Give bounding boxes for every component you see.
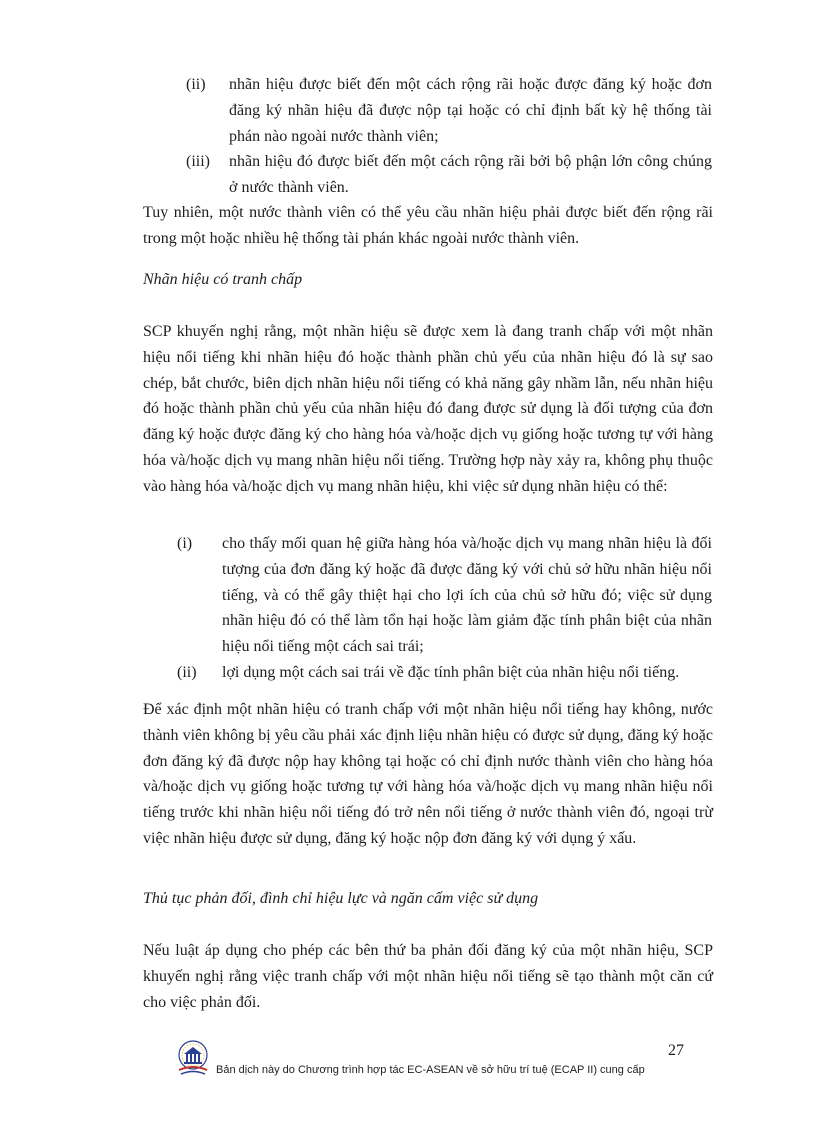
page-number: 27 [668, 1042, 684, 1059]
list-item-text: nhãn hiệu đó được biết đến một cách rộng rãi bởi bộ phận lớn công chúng ở nước thành viên. [229, 153, 712, 196]
list-item-text: cho thấy mối quan hệ giữa hàng hóa và/hoặc dịch vụ mang nhãn hiệu là đối tượng của đơn đăng ký hoặc đã được đăng ký với chủ sở hữu nhãn hiệu nổi tiếng, và có thể gây thiệt hại cho lợi ích của chủ sở hữu đó; việc sử dụng nhãn hiệu đó có thể làm tổn hại hoặc làm giảm đặc tính phân biệt của nhãn hiệu nổi tiếng một cách sai trái; [222, 535, 712, 656]
list-item-text: nhãn hiệu được biết đến một cách rộng rãi hoặc được đăng ký hoặc đơn đăng ký nhãn hiệu đã được nộp tại hoặc có chỉ định bất kỳ hệ thống tài phán nào ngoài nước thành viên; [229, 76, 712, 145]
paragraph: Để xác định một nhãn hiệu có tranh chấp với một nhãn hiệu nổi tiếng hay không, nước thành viên không bị yêu cầu phải xác định liệu nhãn hiệu có được sử dụng, đăng ký hoặc đơn đăng ký đã được nộp hay không tại hoặc có chỉ định nước thành viên cho hàng hóa và/hoặc dịch vụ giống hoặc tương tự với hàng hóa và/hoặc dịch vụ mang nhãn hiệu nổi tiếng trước khi nhãn hiệu nổi tiếng đó trở nên nổi tiếng ở nước thành viên đó, ngoại trừ việc nhãn hiệu được sử dụng, đăng ký hoặc nộp đơn đăng ký với dụng ý xấu. [143, 701, 713, 847]
paragraph: Tuy nhiên, một nước thành viên có thể yêu cầu nhãn hiệu phải được biết đến rộng rãi trong một hoặc nhiều hệ thống tài phán khác ngoài nước thành viên. [143, 204, 713, 247]
footer-note: Bản dịch này do Chương trình hợp tác EC-ASEAN về sở hữu trí tuệ (ECAP II) cung cấp [216, 1064, 645, 1076]
paragraph: SCP khuyến nghị rằng, một nhãn hiệu sẽ được xem là đang tranh chấp với một nhãn hiệu nổi tiếng khi nhãn hiệu đó hoặc thành phần chủ yếu của nhãn hiệu đó là sự sao chép, bắt chước, biên dịch nhãn hiệu nổi tiếng có khả năng gây nhầm lẫn, nếu nhãn hiệu đó hoặc thành phần chủ yếu của nhãn hiệu đó đang được sử dụng là đối tượng của đơn đăng ký hoặc được đăng ký cho hàng hóa và/hoặc dịch vụ giống hoặc tương tự với hàng hóa và/hoặc dịch vụ mang nhãn hiệu nổi tiếng. Trường hợp này xảy ra, không phụ thuộc vào hàng hóa và/hoặc dịch vụ mang nhãn hiệu, khi việc sử dụng nhãn hiệu có thể: [143, 323, 713, 495]
list-item-number: (ii) [186, 76, 206, 93]
ecap-logo-icon [176, 1040, 210, 1078]
list-item-text: lợi dụng một cách sai trái về đặc tính phân biệt của nhãn hiệu nổi tiếng. [222, 664, 680, 681]
section-heading: Nhãn hiệu có tranh chấp [143, 271, 303, 288]
list-item-number: (i) [177, 535, 193, 552]
list-item-number: (iii) [186, 153, 210, 170]
section-heading: Thủ tục phản đối, đình chỉ hiệu lực và ngăn cấm việc sử dụng [143, 890, 539, 907]
paragraph: Nếu luật áp dụng cho phép các bên thứ ba phản đối đăng ký của một nhãn hiệu, SCP khuyến nghị rằng việc tranh chấp với một nhãn hiệu nổi tiếng sẽ tạo thành một căn cứ cho việc phản đối. [143, 942, 713, 1011]
list-item-number: (ii) [177, 664, 197, 681]
